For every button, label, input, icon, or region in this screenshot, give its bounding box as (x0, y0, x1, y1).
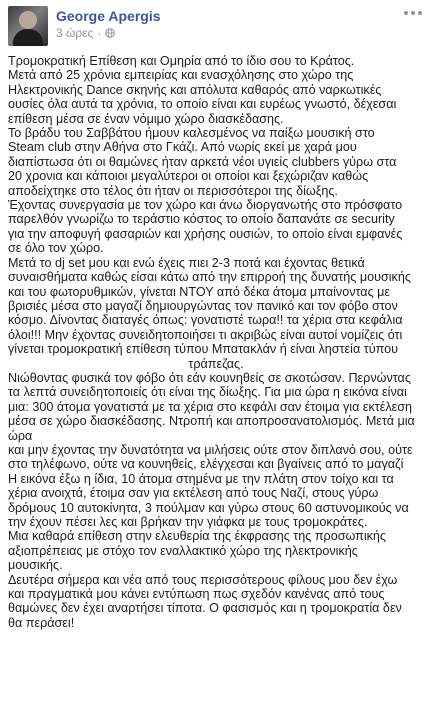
post-header (8, 6, 424, 52)
post-paragraph: Μετά το dj set μου και ενώ έχεις πιει 2-3 ποτά και έχοντας θετικά συναισθήματα καθώς είσαι κάτω από την επιρροή της δυνατής μουσικής και του φωτορυθμικών, γίνεται ΝΤΟΥ από δέκα άτομα μπαίνοντας με βρισιές μέσα στο μαγαζί δημιουργώντας τον πανικό και τον φόβο στον κόσμο. Δίνοντας διαταγές όπως: γονατιστέ τωρα!! τα χέρια στα κεφάλια όλοι!!! Μην έχοντας συνειδητοποιήσει τι ακριβώς είναι αυτοί νομίζεις ότι γίνεται τρομοκρατική επίθεση τύπου Μπατακλάν ή είναι ληστεία τύπου (8, 255, 411, 357)
post-body (8, 54, 424, 630)
separator-dot: · (97, 26, 102, 40)
author-avatar[interactable] (8, 6, 48, 46)
post-paragraph: Μια καθαρά επίθεση στην ελευθερία της έκφρασης της προσωπικής αξιοπρέπειας με στόχο τον εναλλακτικό χώρο της ηλεκτρονικής μουσικής. (8, 529, 386, 573)
post-paragraph-tail: τράπεζας. (188, 356, 244, 371)
more-options-icon[interactable] (404, 8, 422, 18)
post-paragraph: Το βράδυ του Σαββάτου ήμουν καλεσμένος να παίξω μουσική στο Steam club στην Αθήνα στο Γκάζι. Από νωρίς εκεί με χαρά μου διαπίστωσα ότι οι θαμώνες ήταν αρκετά νέοι υγιείς clubbers γύρω στα 20 χρονια και κάποιοι μεγαλύτεροι οι οποίοι και ξεχώριζαν καθώς αποδείχτηκε στο τέλος ότι ήταν οι περισσότεροι της δίωξης. (8, 126, 397, 198)
post-paragraph: Νιώθοντας φυσικά τον φόβο ότι εάν κουνηθείς σε σκοτώσαν. Περνώντας τα λεπτά συνειδητοποιείς ότι είναι της δίωξης. Για μια ώρα η εικόνα είναι μια: 300 άτομα γονατιστά με τα χέρια στο κεφάλι σαν έτοιμα για εκτέλεση μέσα σε χώρο διασκέδασης. Ντροπή και αποπροσανατολισμός. Μετά μια ώρα και μην έχοντας την δυνατότητα να μιλήσεις ούτε στον διπλανό σου, ούτε στο τηλέφωνο, ούτε να κουνηθείς, ελέγχεσαι και βγαίνεις από το μαγαζί Η εικόνα έξω η ίδια, 10 άτομα στημένα με την πλάτη στον τοίχο και τα χέρια ανοιχτά, έτοιμα σαν για εκτέλεση από τους Ναζί, στους γύρω δρόμους 10 αυτοκίνητα, 3 πούλμαν και γύρω στους 60 αστυνομικούς να την έχουν πέσει λες και βρήκαν την γιάφκα με τους τρομοκράτες. (8, 370, 415, 529)
globe-icon (105, 28, 115, 38)
post-timestamp[interactable]: 3 ώρες (56, 26, 94, 40)
post-paragraph: Έχοντας συνεργασία με τον χώρο και άνω διοργανωτής στο πρόσφατο παρελθόν γνωρίζω το τεράστιο κόστος το οποίο δαπανάτε σε security για την αποφυγή φασαριών και χρήσης ουσιών, το οποίο είναι εμφανές σε όλο τον χώρο. (8, 198, 403, 256)
post-subline (56, 25, 161, 41)
post-meta (56, 6, 161, 41)
post-paragraph: Δευτέρα σήμερα και νέα από τους περισσότερους φίλους μου δεν έχω και πραγματικά μου κάνει εντύπωση πως σχεδόν κανένας από τους θαμώνες δεν έχει αναρτήσει τίποτα. Ο φασισμός και η τρομοκρατία δεν θα περάσει! (8, 572, 402, 630)
author-name[interactable]: George Apergis (56, 8, 161, 24)
post-paragraph: Τρομοκρατική Επίθεση και Ομηρία από το ίδιο σου το Κράτος. Μετά από 25 χρόνια εμπειρίας και ενασχόλησης στο χώρο της Ηλεκτρονικής Dance σκηνής και απόλυτα καθαρός από ναρκωτικές ουσίες όλα αυτά τα χρόνια, το οποίο είναι και ευρέως γνωστό, δέχεσαι επίθεση μέσα σε έναν νόμιμο χώρο διασκέδασης. (8, 54, 397, 126)
